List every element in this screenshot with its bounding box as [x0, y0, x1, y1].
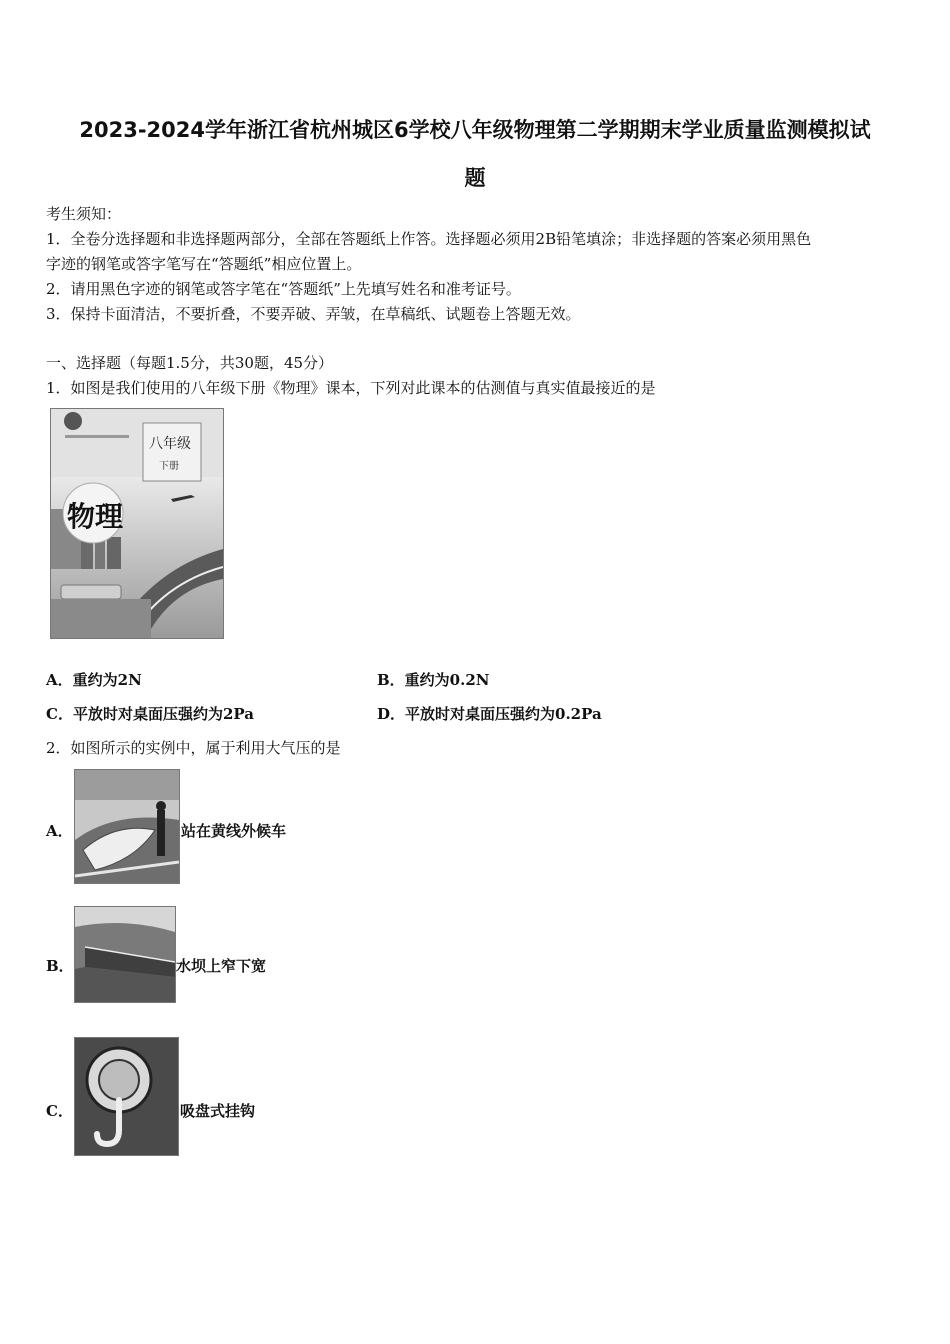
question-2-option-b-text: 水坝上窄下宽: [176, 957, 267, 975]
notice-item-1a: 1．全卷分选择题和非选择题两部分，全部在答题纸上作答。选择题必须用2B铅笔填涂；非选择题的答案必须用黑色: [46, 230, 812, 248]
document-title-line-2: 题: [464, 166, 486, 190]
train-platform-drawing: [75, 770, 179, 883]
notice-item-1b: 字迹的钢笔或答字笔写在“答题纸”相应位置上。: [46, 255, 362, 273]
question-2-option-c-letter: C．: [46, 1102, 73, 1120]
document-title-line-1: 2023-2024学年浙江省杭州城区6学校八年级物理第二学期期末学业质量监测模拟试: [79, 118, 871, 142]
notice-item-3: 3．保持卡面清洁，不要折叠，不要弄破、弄皱，在草稿纸、试题卷上答题无效。: [46, 305, 581, 323]
suction-hook-image: [74, 1037, 179, 1156]
suction-hook-drawing: [75, 1038, 178, 1155]
notice-heading: 考生须知：: [46, 205, 122, 223]
train-platform-image: [74, 769, 180, 884]
section-heading: 一、选择题（每题1.5分，共30题，45分）: [46, 354, 334, 372]
dam-image: [74, 906, 176, 1003]
question-1-option-d: D．平放时对桌面压强约为0.2Pa: [377, 705, 602, 723]
question-2-option-b-letter: B．: [46, 957, 74, 975]
question-1-option-a: A．重约为2N: [46, 671, 142, 689]
textbook-grade-label: 八年级: [149, 436, 191, 452]
question-1-stem: 1．如图是我们使用的八年级下册《物理》课本，下列对此课本的估测值与真实值最接近的是: [46, 379, 656, 397]
question-2-option-c-text: 吸盘式挂钩: [180, 1102, 256, 1120]
question-2-stem: 2．如图所示的实例中，属于利用大气压的是: [46, 739, 341, 757]
notice-item-2: 2．请用黑色字迹的钢笔或答字笔在“答题纸”上先填写姓名和准考证号。: [46, 280, 521, 298]
question-1-option-b: B．重约为0.2N: [377, 671, 490, 689]
dam-drawing: [75, 907, 175, 1002]
textbook-subject-label: 物理: [67, 500, 124, 533]
textbook-volume-label: 下册: [159, 461, 179, 472]
question-2-option-a-text: 站在黄线外候车: [181, 822, 287, 840]
question-1-option-c: C．平放时对桌面压强约为2Pa: [46, 705, 254, 723]
question-2-option-a-letter: A．: [46, 822, 73, 840]
physics-textbook-image: [50, 408, 224, 639]
